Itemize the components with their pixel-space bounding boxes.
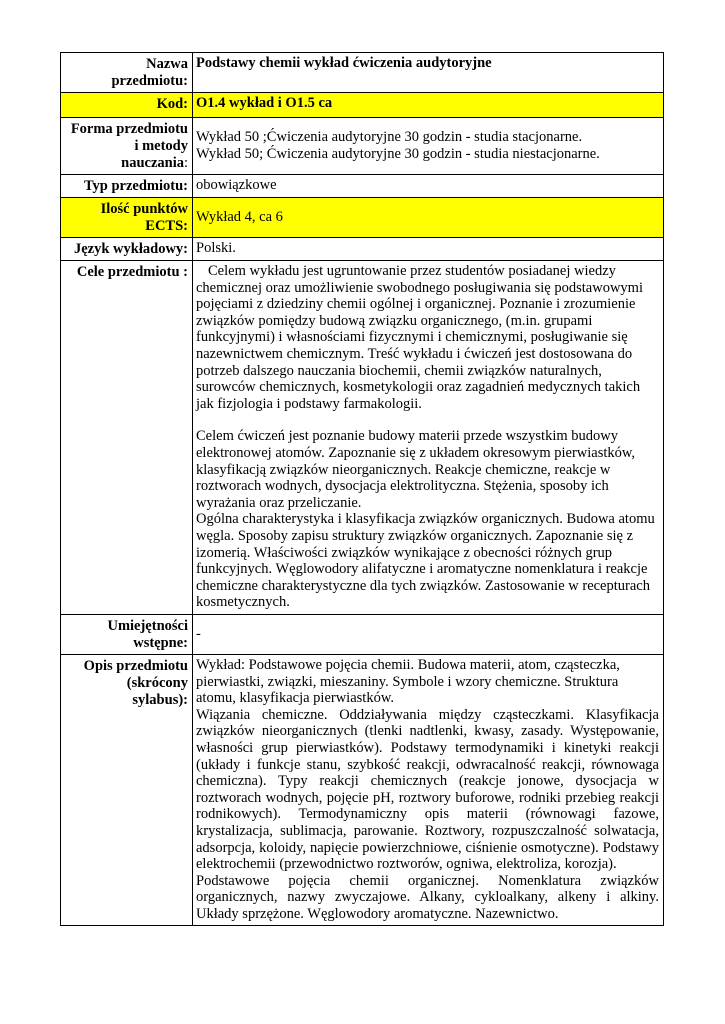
label-prerequisites: [61, 615, 193, 655]
label-code: Kod:: [61, 93, 193, 118]
value-form-line1: Wykład 50 ;Ćwiczenia audytoryjne 30 godzin - studia stacjonarne.: [196, 129, 583, 146]
row-ects: [61, 198, 664, 238]
row-language: [61, 238, 664, 261]
label-prerequisites-line2: wstępne:: [133, 635, 188, 651]
row-prerequisites: [61, 615, 664, 655]
objectives-paragraph-1: Celem wykładu jest ugruntowanie przez studentów posiadanej wiedzy chemicznej oraz umożliwienie swobodnego posługiwania się podstawowymi pojęciami z dziedziny chemii ogólnej i organicznej. Poznanie i zrozumienie związków pomiędzy budową związku organicznego, (m.in. grupami funkcyjnymi) i własnościami fizycznymi i chemicznymi, posługiwanie się nazewnictwem chemicznym. Treść wykładu i ćwiczeń jest dostosowana do potrzeb dalszego nauczania biochemii, chemii związków naturalnych, surowców chemicznych, kosmetykologii oraz zagadnień medycznych takich jak fizjologia i podstawy farmakologii.: [196, 263, 643, 412]
label-course-name-line1: Nazwa: [146, 56, 188, 72]
value-form-line2: Wykład 50; Ćwiczenia audytoryjne 30 godzin - studia niestacjonarne.: [196, 146, 600, 162]
row-syllabus: [61, 655, 664, 926]
label-ects-line1: Ilość punktów: [100, 201, 188, 217]
value-objectives: [193, 261, 664, 615]
label-form: [61, 118, 193, 175]
value-type: obowiązkowe: [193, 175, 664, 198]
syllabus-paragraph-1: Wykład: Podstawowe pojęcia chemii. Budowa materii, atom, cząsteczka, pierwiastki, związki, mieszaniny. Symbole i wzory chemiczne. Struktura atomu, klasyfikacja pierwiastków.: [196, 657, 620, 707]
row-type: [61, 175, 664, 198]
syllabus-paragraph-2: Wiązania chemiczne. Oddziaływania między cząsteczkami. Klasyfikacja związków nieorganicznych (tlenki nadtlenki, kwasy, zasady. Występowanie, własności grup pierwiastków). Podstawy termodynamiki i kinetyki reakcji (układy i funkcje stanu, szybkość reakcji, odwracalność reakcji, równowaga chemiczna). Typy reakcji chemicznych (reakcje jonowe, dysocjacja w roztworach wodnych, pojęcie pH, roztwory buforowe, rodniki przebieg reakcji rodnikowych). Termodynamiczny opis materii (równowagi fazowe, krystalizacja, sublimacja, parowanie. Roztwory, rozpuszczalność solwatacja, adsorpcja, koloidy, napięcie powierzchniowe, ciśnienie osmotyczne). Podstawy elektrochemii (przewodnictwo roztworów, ogniwa, elektroliza, korozja).: [196, 706, 659, 873]
label-form-line1: Forma przedmiotu: [70, 121, 188, 137]
objectives-paragraph-3: Ogólna charakterystyka i klasyfikacja związków organicznych. Budowa atomu węgla. Sposoby zapisu struktury związków organicznych. Zapoznanie się z izomerią. Właściwości związków wynikające z obecności różnych grup funkcyjnych. Węglowodory alifatyczne i aromatyczne nomenklatura i reakcje chemiczne charakterystyczne dla tych związków. Zastosowanie w recepturach kosmetycznych.: [196, 511, 655, 611]
row-course-name: [61, 53, 664, 93]
label-course-name: [61, 53, 193, 93]
label-syllabus-line2: (skrócony: [126, 675, 188, 691]
value-prerequisites: -: [193, 615, 664, 655]
label-ects: [61, 198, 193, 238]
label-form-line2: i metody: [134, 138, 188, 154]
objectives-gap: [196, 412, 659, 428]
label-language: Język wykładowy:: [61, 238, 193, 261]
label-form-line3: nauczania:: [121, 155, 188, 171]
label-prerequisites-line1: Umiejętności: [107, 618, 188, 634]
value-form: [193, 118, 664, 175]
value-syllabus: [193, 655, 664, 926]
syllabus-paragraph-3: Podstawowe pojęcia chemii organicznej. Nomenklatura związków organicznych, nazwy zwyczajowe. Alkany, cykloalkany, alkeny i alkiny. Układy sprzężone. Węglowodory aromatyczne. Nazewnictwo.: [196, 872, 659, 922]
value-code: O1.4 wykład i O1.5 ca: [193, 93, 664, 118]
label-type: Typ przedmiotu:: [61, 175, 193, 198]
value-ects: Wykład 4, ca 6: [193, 198, 664, 238]
course-table: [60, 52, 664, 926]
row-form: [61, 118, 664, 175]
label-objectives: Cele przedmiotu :: [61, 261, 193, 615]
objectives-paragraph-2: Celem ćwiczeń jest poznanie budowy materii przede wszystkim budowy elektronowej atomów. Zapoznanie się z układem okresowym pierwiastków, klasyfikacją związków nieorganicznych. Reakcje chemiczne, reakcje w roztworach wodnych, dysocjacja elektrolityczna. Stężenia, sposoby ich wyrażania oraz przeliczanie.: [196, 428, 636, 511]
row-objectives: [61, 261, 664, 615]
label-syllabus: [61, 655, 193, 926]
row-code: [61, 93, 664, 118]
label-ects-line2: ECTS:: [145, 218, 188, 234]
label-syllabus-line1: Opis przedmiotu: [83, 658, 188, 674]
label-syllabus-line3: sylabus):: [132, 692, 188, 708]
value-course-name: Podstawy chemii wykład ćwiczenia audytoryjne: [193, 53, 664, 93]
value-language: Polski.: [193, 238, 664, 261]
label-course-name-line2: przedmiotu:: [111, 73, 188, 89]
